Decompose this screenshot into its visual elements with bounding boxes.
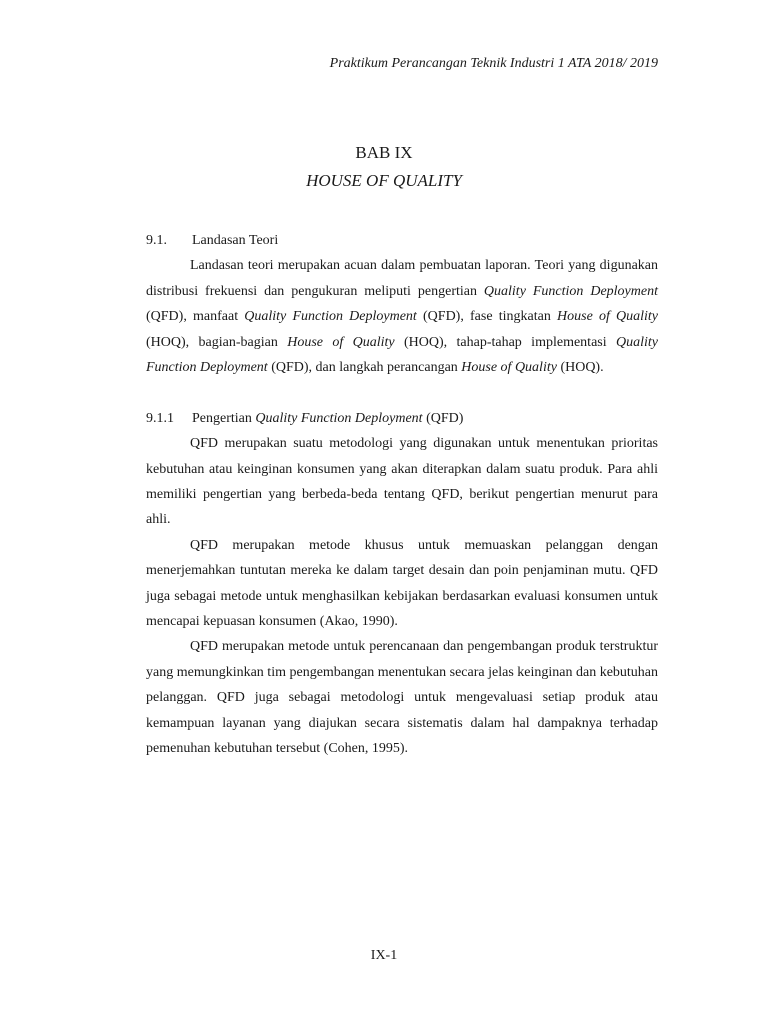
section-title [192, 406, 658, 431]
italic-term: House of Quality [557, 309, 659, 325]
italic-term: Quality Function Deployment [146, 334, 658, 376]
italic-term: Quality Function Deployment [244, 309, 417, 325]
paragraph [146, 253, 658, 380]
chapter-title: HOUSE OF QUALITY [306, 171, 462, 190]
section-heading-pengertian-qfd [146, 406, 658, 431]
spacer [146, 380, 658, 405]
italic-term: Quality Function Deployment [255, 410, 423, 426]
section-number: 9.1.1 [146, 410, 174, 426]
running-header: Praktikum Perancangan Teknik Industri 1 ATA 2018/ 2019 [329, 56, 658, 71]
chapter-heading [0, 139, 768, 195]
paragraph: QFD merupakan metode untuk perencanaan dan pengembangan produk terstruktur yang memungkinkan tim pengembangan menentukan secara jelas keinginan dan kebutuhan pelanggan. QFD juga sebagai metodologi untuk mengevaluasi setiap produk atau kemampuan layanan yang diajukan secara sistematis dalam hal dampaknya terhadap pemenuhan kebutuhan tersebut (Cohen, 1995). [146, 639, 659, 757]
text-run: (HOQ), bagian-bagian [146, 334, 288, 350]
italic-term: House of Quality [287, 334, 395, 350]
text-run: (HOQ). [556, 360, 604, 376]
text-run: Landasan teori merupakan acuan dalam pembuatan laporan. Teori yang digunakan distribusi frekuensi dan pengukuran meliputi pengertian [146, 258, 658, 299]
section-number: 9.1. [146, 233, 167, 248]
italic-term: House of Quality [461, 360, 557, 376]
italic-term: Quality Function Deployment [483, 283, 658, 299]
section-heading-landasan-teori [146, 228, 658, 253]
text-run: Pengertian [192, 410, 256, 426]
text-run: (QFD), dan langkah perancangan [267, 360, 462, 376]
paragraph: QFD merupakan metode khusus untuk memuaskan pelanggan dengan menerjemahkan tuntutan mereka ke dalam target desain dan poin penjaminan mutu. QFD juga sebagai metode untuk menghasilkan kebijakan berdasarkan evaluasi konsumen untuk mencapai kepuasan konsumen (Akao, 1990). [146, 537, 658, 630]
text-run: (HOQ), tahap-tahap implementasi [394, 334, 616, 350]
text-run: (QFD), manfaat [146, 309, 245, 325]
chapter-label: BAB IX [355, 143, 413, 162]
text-run: (QFD) [422, 410, 464, 426]
text-run: (QFD), fase tingkatan [416, 309, 558, 325]
page-number: IX-1 [370, 948, 398, 963]
section-title: Landasan Teori [192, 233, 279, 248]
paragraph: QFD merupakan suatu metodologi yang digunakan untuk menentukan prioritas kebutuhan atau keinginan konsumen yang akan diterapkan dalam suatu produk. Para ahli memiliki pengertian yang berbeda-beda tentang QFD, berikut pengertian menurut para ahli. [146, 436, 658, 528]
body-content [146, 228, 658, 761]
